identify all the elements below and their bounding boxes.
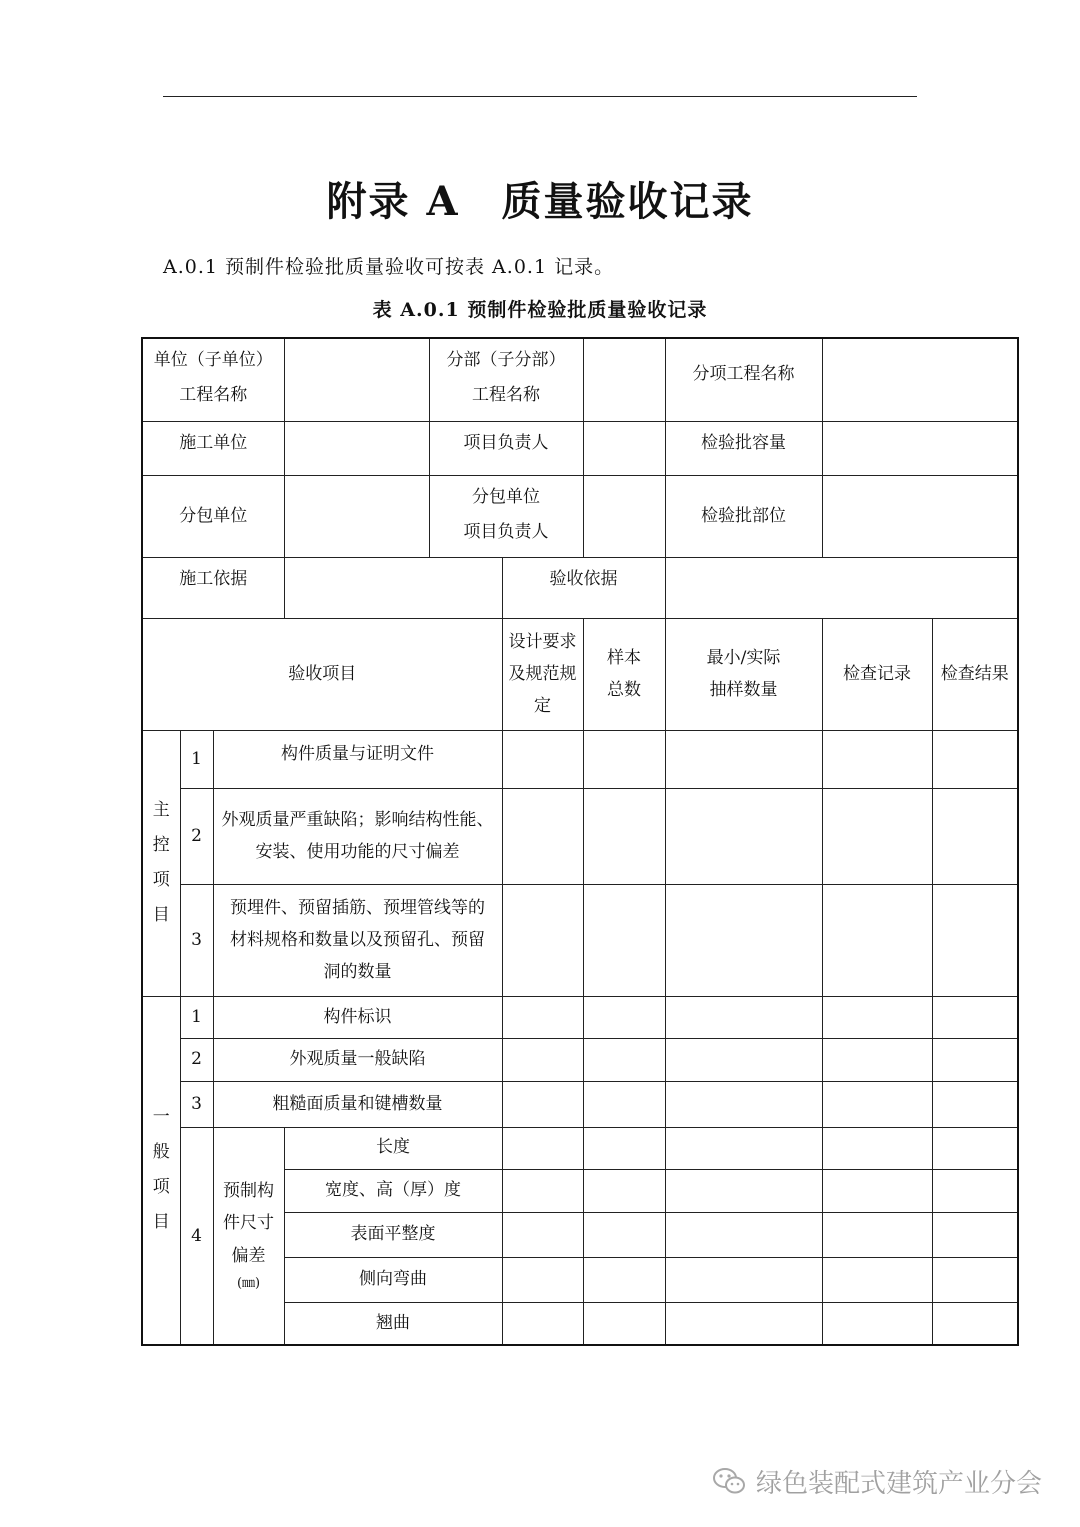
batch-capacity-label: 检验批容量 xyxy=(665,421,822,475)
construction-basis-label: 施工依据 xyxy=(142,557,284,618)
item-number: 1 xyxy=(180,996,213,1038)
min-actual-cell[interactable] xyxy=(665,1169,822,1212)
result-cell[interactable] xyxy=(932,1081,1018,1127)
min-actual-cell[interactable] xyxy=(665,1038,822,1081)
table-row xyxy=(142,1038,1018,1081)
item-description: 构件标识 xyxy=(213,996,502,1038)
general-items-label: 一 般 项 目 xyxy=(142,996,180,1345)
result-cell[interactable] xyxy=(932,1038,1018,1081)
result-cell[interactable] xyxy=(932,1212,1018,1257)
table-row xyxy=(142,618,1018,730)
sample-total-cell[interactable] xyxy=(583,1127,665,1169)
page-title: 附录 A 质量验收记录 xyxy=(326,178,754,225)
dimension-deviation-label: 预制构 件尺寸 偏差 (㎜) xyxy=(213,1127,284,1345)
record-cell[interactable] xyxy=(822,1127,932,1169)
subitem-description: 表面平整度 xyxy=(284,1212,502,1257)
subitem-description: 宽度、高（厚）度 xyxy=(284,1169,502,1212)
acceptance-basis-label: 验收依据 xyxy=(502,557,665,618)
table-row xyxy=(142,475,1018,557)
result-cell[interactable] xyxy=(932,788,1018,884)
design-req-cell[interactable] xyxy=(502,1081,583,1127)
item-number: 3 xyxy=(180,884,213,996)
construction-unit-value[interactable] xyxy=(284,421,429,475)
design-req-cell[interactable] xyxy=(502,996,583,1038)
table-row xyxy=(142,1081,1018,1127)
header-rule xyxy=(163,96,917,97)
batch-location-value[interactable] xyxy=(822,475,1018,557)
sample-total-cell[interactable] xyxy=(583,1257,665,1302)
design-req-cell[interactable] xyxy=(502,1302,583,1345)
item-description: 构件质量与证明文件 xyxy=(213,730,502,788)
record-cell[interactable] xyxy=(822,730,932,788)
project-manager-value[interactable] xyxy=(583,421,665,475)
col-sample-total: 样本 总数 xyxy=(583,618,665,730)
record-cell[interactable] xyxy=(822,1302,932,1345)
table-row xyxy=(142,730,1018,788)
min-actual-cell[interactable] xyxy=(665,1081,822,1127)
record-cell[interactable] xyxy=(822,1081,932,1127)
table-row xyxy=(142,788,1018,884)
item-description: 外观质量一般缺陷 xyxy=(213,1038,502,1081)
design-req-cell[interactable] xyxy=(502,1038,583,1081)
table-row xyxy=(142,421,1018,475)
table-caption: 表 A.0.1 预制件检验批质量验收记录 xyxy=(372,299,708,321)
design-req-cell[interactable] xyxy=(502,788,583,884)
sample-total-cell[interactable] xyxy=(583,1038,665,1081)
design-req-cell[interactable] xyxy=(502,884,583,996)
design-req-cell[interactable] xyxy=(502,1127,583,1169)
min-actual-cell[interactable] xyxy=(665,1302,822,1345)
sample-total-cell[interactable] xyxy=(583,730,665,788)
min-actual-cell[interactable] xyxy=(665,1127,822,1169)
item-number: 4 xyxy=(180,1127,213,1345)
sample-total-cell[interactable] xyxy=(583,1169,665,1212)
item-description: 外观质量严重缺陷；影响结构性能、 安装、使用功能的尺寸偏差 xyxy=(213,788,502,884)
division-project-label: 分部（子分部） 工程名称 xyxy=(429,338,583,421)
min-actual-cell[interactable] xyxy=(665,884,822,996)
subitem-project-value[interactable] xyxy=(822,338,1018,421)
table-row xyxy=(142,557,1018,618)
item-number: 2 xyxy=(180,1038,213,1081)
acceptance-basis-value[interactable] xyxy=(665,557,1018,618)
min-actual-cell[interactable] xyxy=(665,730,822,788)
subitem-description: 侧向弯曲 xyxy=(284,1257,502,1302)
sample-total-cell[interactable] xyxy=(583,1081,665,1127)
col-design-requirement: 设计要求 及规范规 定 xyxy=(502,618,583,730)
col-inspection-result: 检查结果 xyxy=(932,618,1018,730)
batch-capacity-value[interactable] xyxy=(822,421,1018,475)
division-project-value[interactable] xyxy=(583,338,665,421)
result-cell[interactable] xyxy=(932,1302,1018,1345)
construction-basis-value[interactable] xyxy=(284,557,502,618)
subcontractor-value[interactable] xyxy=(284,475,429,557)
subcontractor-label: 分包单位 xyxy=(142,475,284,557)
clause-text: A.0.1 预制件检验批质量验收可按表 A.0.1 记录。 xyxy=(163,256,615,278)
record-cell[interactable] xyxy=(822,1257,932,1302)
item-number: 3 xyxy=(180,1081,213,1127)
item-number: 2 xyxy=(180,788,213,884)
watermark xyxy=(712,1463,1042,1499)
design-req-cell[interactable] xyxy=(502,1169,583,1212)
subitem-description: 翘曲 xyxy=(284,1302,502,1345)
sample-total-cell[interactable] xyxy=(583,996,665,1038)
result-cell[interactable] xyxy=(932,1169,1018,1212)
sample-total-cell[interactable] xyxy=(583,788,665,884)
col-inspection-record: 检查记录 xyxy=(822,618,932,730)
col-min-actual-sample: 最小/实际 抽样数量 xyxy=(665,618,822,730)
min-actual-cell[interactable] xyxy=(665,1212,822,1257)
table-row xyxy=(142,1127,1018,1169)
table-row xyxy=(142,338,1018,421)
sample-total-cell[interactable] xyxy=(583,1302,665,1345)
min-actual-cell[interactable] xyxy=(665,788,822,884)
sub-manager-label: 分包单位 项目负责人 xyxy=(429,475,583,557)
record-cell[interactable] xyxy=(822,1212,932,1257)
main-control-label: 主 控 项 目 xyxy=(142,730,180,996)
design-req-cell[interactable] xyxy=(502,730,583,788)
record-cell[interactable] xyxy=(822,1169,932,1212)
project-manager-label: 项目负责人 xyxy=(429,421,583,475)
item-description: 预埋件、预留插筋、预埋管线等的 材料规格和数量以及预留孔、预留 洞的数量 xyxy=(213,884,502,996)
col-acceptance-items: 验收项目 xyxy=(142,618,502,730)
sample-total-cell[interactable] xyxy=(583,884,665,996)
table-row xyxy=(142,884,1018,996)
record-cell[interactable] xyxy=(822,1038,932,1081)
min-actual-cell[interactable] xyxy=(665,996,822,1038)
record-cell[interactable] xyxy=(822,788,932,884)
design-req-cell[interactable] xyxy=(502,1212,583,1257)
result-cell[interactable] xyxy=(932,730,1018,788)
unit-project-label: 单位（子单位） 工程名称 xyxy=(142,338,284,421)
record-cell[interactable] xyxy=(822,996,932,1038)
table-row xyxy=(142,996,1018,1038)
design-req-cell[interactable] xyxy=(502,1257,583,1302)
result-cell[interactable] xyxy=(932,1127,1018,1169)
batch-location-label: 检验批部位 xyxy=(665,475,822,557)
construction-unit-label: 施工单位 xyxy=(142,421,284,475)
result-cell[interactable] xyxy=(932,1257,1018,1302)
unit-project-value[interactable] xyxy=(284,338,429,421)
record-cell[interactable] xyxy=(822,884,932,996)
result-cell[interactable] xyxy=(932,996,1018,1038)
item-description: 粗糙面质量和键槽数量 xyxy=(213,1081,502,1127)
wechat-icon xyxy=(712,1466,746,1496)
subitem-project-label: 分项工程名称 xyxy=(665,338,822,421)
sample-total-cell[interactable] xyxy=(583,1212,665,1257)
acceptance-record-table xyxy=(141,337,1019,1346)
result-cell[interactable] xyxy=(932,884,1018,996)
item-number: 1 xyxy=(180,730,213,788)
subitem-description: 长度 xyxy=(284,1127,502,1169)
min-actual-cell[interactable] xyxy=(665,1257,822,1302)
watermark-text: 绿色装配式建筑产业分会 xyxy=(756,1468,1043,1499)
sub-manager-value[interactable] xyxy=(583,475,665,557)
